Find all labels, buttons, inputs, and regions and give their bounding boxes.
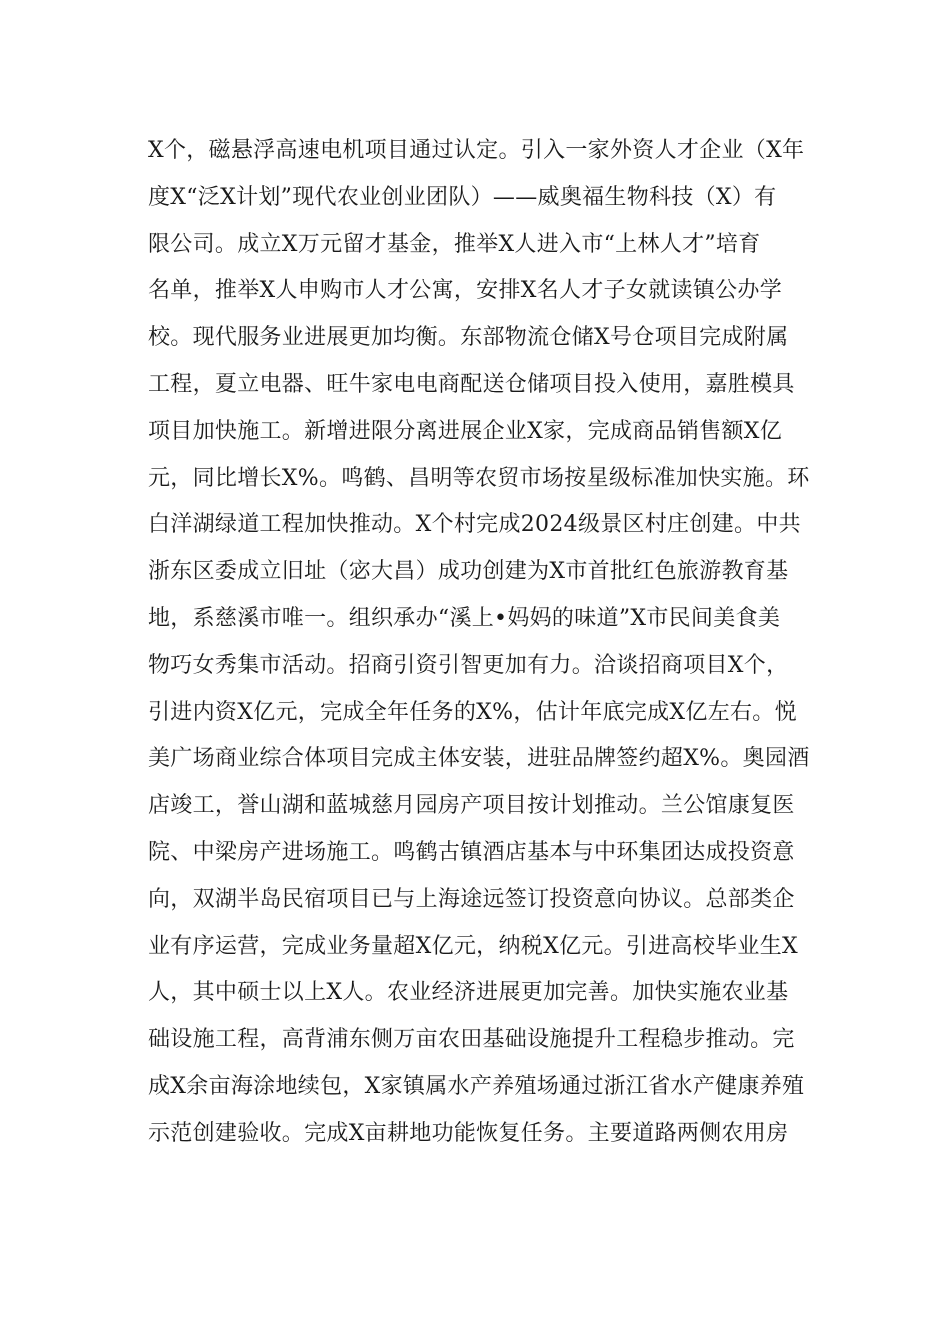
text-line: 地，系慈溪市唯一。组织承办“溪上•妈妈的味道”X市民间美食美	[148, 605, 781, 631]
text-line: 店竣工，誉山湖和蓝城慈月园房产项目按计划推动。兰公馆康复医	[148, 793, 795, 819]
text-line: 校。现代服务业进展更加均衡。东部物流仓储X号仓项目完成附属	[148, 325, 789, 351]
text-line: 院、中梁房产进场施工。鸣鹤古镇酒店基本与中环集团达成投资意	[148, 839, 795, 865]
text-line: 限公司。成立X万元留才基金，推举X人进入市“上林人才”培育	[148, 231, 761, 257]
text-line: 白洋湖绿道工程加快推动。X个村完成2024级景区村庄创建。中共	[148, 512, 801, 538]
text-line: 名单，推举X人申购市人才公寓，安排X名人才子女就读镇公办学	[148, 278, 783, 304]
text-line: 度X“泛X计划”现代农业创业团队）——威奥福生物科技（X）有	[148, 184, 777, 210]
text-line: 物巧女秀集市活动。招商引资引智更加有力。洽谈招商项目X个，	[148, 652, 789, 678]
text-line: 成X余亩海涂地续包，X家镇属水产养殖场通过浙江省水产健康养殖	[148, 1073, 805, 1099]
text-line: X个，磁悬浮高速电机项目通过认定。引入一家外资人才企业（X年	[148, 138, 805, 163]
text-line: 工程，夏立电器、旺牛家电电商配送仓储项目投入使用，嘉胜模具	[148, 371, 795, 397]
body-paragraph	[148, 128, 818, 1158]
text-line: 美广场商业综合体项目完成主体安装，进驻品牌签约超X%。奥园酒	[148, 746, 810, 772]
text-line: 向，双湖半岛民宿项目已与上海途远签订投资意向协议。总部类企	[148, 886, 795, 912]
text-line: 引进内资X亿元，完成全年任务的X%，估计年底完成X亿左右。悦	[148, 699, 797, 725]
text-line: 项目加快施工。新增进限分离进展企业X家，完成商品销售额X亿	[148, 418, 783, 444]
text-line: 人，其中硕士以上X人。农业经济进展更加完善。加快实施农业基	[148, 980, 789, 1006]
text-line: 浙东区委成立旧址（宓大昌）成功创建为X市首批红色旅游教育基	[148, 559, 789, 585]
text-line: 示范创建验收。完成X亩耕地功能恢复任务。主要道路两侧农用房	[148, 1120, 789, 1146]
text-line: 元，同比增长X%。鸣鹤、昌明等农贸市场按星级标准加快实施。环	[148, 465, 810, 491]
text-line: 业有序运营，完成业务量超X亿元，纳税X亿元。引进高校毕业生X	[148, 933, 798, 959]
text-line: 础设施工程，高背浦东侧万亩农田基础设施提升工程稳步推动。完	[148, 1027, 795, 1053]
